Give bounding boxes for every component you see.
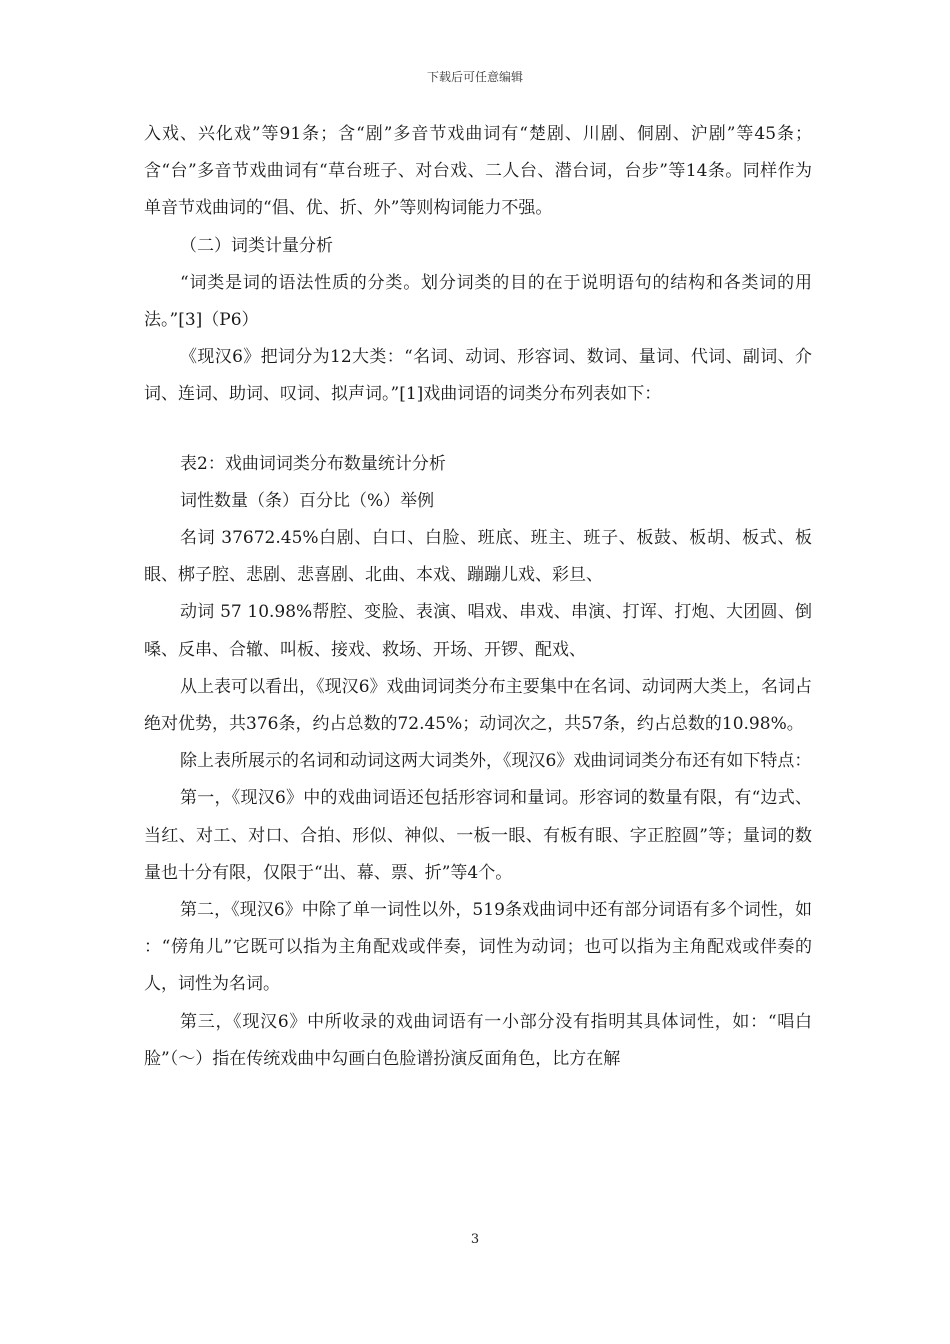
page-number: 3 [470,1232,480,1247]
table-caption: 表2：戏曲词词类分布数量统计分析 [180,453,446,474]
paragraph: 入戏、兴化戏”等91条；含“剧”多音节戏曲词有“楚剧、川剧、侗剧、沪剧”等45条；含“台”多音节戏曲词有“草台班子、对台戏、二人台、潜台词，台步”等14条。同样作为单音节戏曲词的“倡、优、折、外”等则构词能力不强。 [144,124,812,219]
paragraph: 从上表可以看出，《现汉6》戏曲词词类分布主要集中在名词、动词两大类上，名词占绝对优势，共376条，约占总数的72.45%；动词次之，共57条，约占总数的10.98%。 [144,676,812,735]
paragraph: 第二，《现汉6》中除了单一词性以外，519条戏曲词中还有部分词语有多个词性，如 ：“傍角儿”它既可以指为主角配戏或伴奏，词性为动词；也可以指为主角配戏或伴奏的人，词性为名词。 [144,900,812,995]
paragraph: 第一，《现汉6》中的戏曲词语还包括形容词和量词。形容词的数量有限，有“边式、当红、对工、对口、合拍、形似、神似、一板一眼、有板有眼、字正腔圆”等；量词的数量也十分有限，仅限于“出、幕、票、折”等4个。 [144,788,812,883]
paragraph: 第三，《现汉6》中所收录的戏曲词语有一小部分没有指明其具体词性，如：“唱白脸”（～）指在传统戏曲中勾画白色脸谱扮演反面角色，比方在解 [144,1011,812,1069]
section-heading: （二）词类计量分析 [180,235,333,256]
table-row: 名词 37672.45%白剧、白口、白脸、班底、班主、班子、板鼓、板胡、板式、板眼、梆子腔、悲剧、悲喜剧、北曲、本戏、蹦蹦儿戏、彩旦、 [144,528,812,586]
document-body [144,116,812,1078]
page-header: 下载后可任意编辑 [426,70,523,84]
paragraph: 除上表所展示的名词和动词这两大词类外，《现汉6》戏曲词词类分布还有如下特点： [180,751,812,772]
table-row: 动词 57 10.98%帮腔、变脸、表演、唱戏、串戏、串演、打诨、打炮、大团圆、倒嗓、反串、合辙、叫板、接戏、救场、开场、开锣、配戏、 [144,602,812,660]
table-header-row: 词性数量（条）百分比（%）举例 [180,490,435,511]
paragraph: 《现汉6》把词分为12大类：“名词、动词、形容词、数词、量词、代词、副词、介词、连词、助词、叹词、拟声词。”[1]戏曲词语的词类分布列表如下： [144,347,812,405]
spacer [144,414,812,446]
paragraph: “词类是词的语法性质的分类。划分词类的目的在于说明语句的结构和各类词的用法。”[3]（P6） [144,272,812,331]
